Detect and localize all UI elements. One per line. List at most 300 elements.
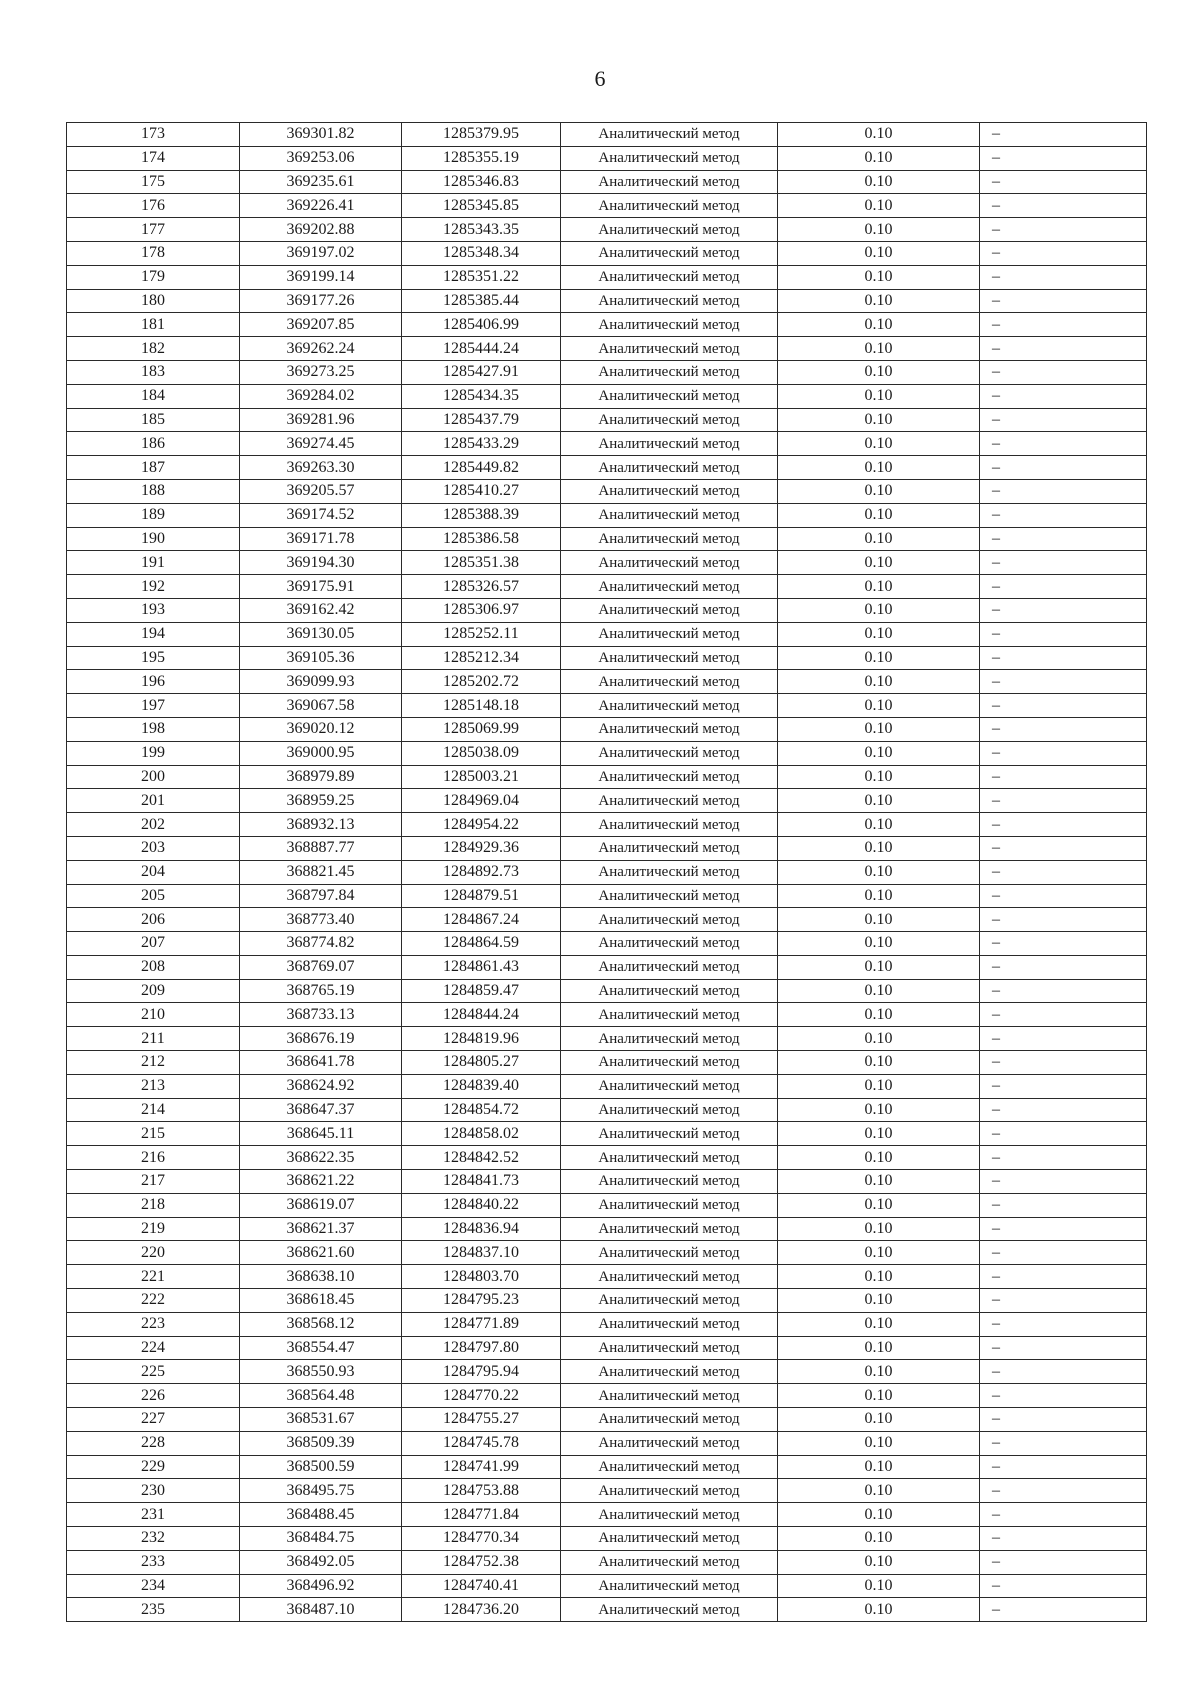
point-number-cell: 229	[67, 1455, 240, 1479]
accuracy-cell: 0.10	[778, 765, 980, 789]
y-coordinate-cell: 1284969.04	[402, 789, 561, 813]
point-number-cell: 210	[67, 1003, 240, 1027]
method-cell: Аналитический метод	[561, 432, 778, 456]
note-cell: –	[980, 1384, 1147, 1408]
y-coordinate-cell: 1285406.99	[402, 313, 561, 337]
point-number-cell: 204	[67, 860, 240, 884]
method-cell: Аналитический метод	[561, 1336, 778, 1360]
point-number-cell: 193	[67, 598, 240, 622]
x-coordinate-cell: 368645.11	[240, 1122, 402, 1146]
accuracy-cell: 0.10	[778, 313, 980, 337]
accuracy-cell: 0.10	[778, 360, 980, 384]
point-number-cell: 174	[67, 146, 240, 170]
accuracy-cell: 0.10	[778, 1122, 980, 1146]
accuracy-cell: 0.10	[778, 1170, 980, 1194]
note-cell: –	[980, 1574, 1147, 1598]
method-cell: Аналитический метод	[561, 1265, 778, 1289]
method-cell: Аналитический метод	[561, 527, 778, 551]
method-cell: Аналитический метод	[561, 1312, 778, 1336]
note-cell: –	[980, 1503, 1147, 1527]
x-coordinate-cell: 368621.60	[240, 1241, 402, 1265]
table-row	[67, 1527, 1147, 1551]
point-number-cell: 232	[67, 1527, 240, 1551]
x-coordinate-cell: 369262.24	[240, 337, 402, 361]
table-row	[67, 1384, 1147, 1408]
point-number-cell: 212	[67, 1051, 240, 1075]
note-cell: –	[980, 1408, 1147, 1432]
table-row	[67, 1146, 1147, 1170]
table-row	[67, 1122, 1147, 1146]
y-coordinate-cell: 1285434.35	[402, 384, 561, 408]
table-row	[67, 527, 1147, 551]
y-coordinate-cell: 1285346.83	[402, 170, 561, 194]
method-cell: Аналитический метод	[561, 384, 778, 408]
x-coordinate-cell: 369174.52	[240, 503, 402, 527]
point-number-cell: 226	[67, 1384, 240, 1408]
x-coordinate-cell: 368641.78	[240, 1051, 402, 1075]
y-coordinate-cell: 1284837.10	[402, 1241, 561, 1265]
table-row	[67, 1598, 1147, 1622]
note-cell: –	[980, 170, 1147, 194]
point-number-cell: 225	[67, 1360, 240, 1384]
x-coordinate-cell: 369020.12	[240, 717, 402, 741]
y-coordinate-cell: 1285252.11	[402, 622, 561, 646]
method-cell: Аналитический метод	[561, 1074, 778, 1098]
accuracy-cell: 0.10	[778, 123, 980, 147]
point-number-cell: 203	[67, 836, 240, 860]
method-cell: Аналитический метод	[561, 1527, 778, 1551]
note-cell: –	[980, 218, 1147, 242]
note-cell: –	[980, 932, 1147, 956]
point-number-cell: 176	[67, 194, 240, 218]
y-coordinate-cell: 1284797.80	[402, 1336, 561, 1360]
table-row	[67, 1408, 1147, 1432]
note-cell: –	[980, 1431, 1147, 1455]
method-cell: Аналитический метод	[561, 123, 778, 147]
y-coordinate-cell: 1285348.34	[402, 241, 561, 265]
method-cell: Аналитический метод	[561, 1170, 778, 1194]
note-cell: –	[980, 503, 1147, 527]
x-coordinate-cell: 368647.37	[240, 1098, 402, 1122]
table-row	[67, 1312, 1147, 1336]
method-cell: Аналитический метод	[561, 503, 778, 527]
method-cell: Аналитический метод	[561, 1003, 778, 1027]
table-row	[67, 717, 1147, 741]
x-coordinate-cell: 369301.82	[240, 123, 402, 147]
method-cell: Аналитический метод	[561, 289, 778, 313]
point-number-cell: 218	[67, 1193, 240, 1217]
method-cell: Аналитический метод	[561, 265, 778, 289]
note-cell: –	[980, 360, 1147, 384]
y-coordinate-cell: 1284755.27	[402, 1408, 561, 1432]
accuracy-cell: 0.10	[778, 1098, 980, 1122]
accuracy-cell: 0.10	[778, 170, 980, 194]
method-cell: Аналитический метод	[561, 1027, 778, 1051]
note-cell: –	[980, 1265, 1147, 1289]
note-cell: –	[980, 551, 1147, 575]
table-row	[67, 836, 1147, 860]
table-row	[67, 813, 1147, 837]
note-cell: –	[980, 241, 1147, 265]
table-row	[67, 1217, 1147, 1241]
table-row	[67, 1503, 1147, 1527]
y-coordinate-cell: 1285038.09	[402, 741, 561, 765]
x-coordinate-cell: 369177.26	[240, 289, 402, 313]
table-row	[67, 1051, 1147, 1075]
y-coordinate-cell: 1285449.82	[402, 456, 561, 480]
point-number-cell: 227	[67, 1408, 240, 1432]
method-cell: Аналитический метод	[561, 218, 778, 242]
y-coordinate-cell: 1285003.21	[402, 765, 561, 789]
accuracy-cell: 0.10	[778, 1336, 980, 1360]
y-coordinate-cell: 1285345.85	[402, 194, 561, 218]
x-coordinate-cell: 368484.75	[240, 1527, 402, 1551]
accuracy-cell: 0.10	[778, 1074, 980, 1098]
y-coordinate-cell: 1284795.94	[402, 1360, 561, 1384]
y-coordinate-cell: 1284861.43	[402, 955, 561, 979]
accuracy-cell: 0.10	[778, 479, 980, 503]
table-row	[67, 194, 1147, 218]
point-number-cell: 217	[67, 1170, 240, 1194]
note-cell: –	[980, 670, 1147, 694]
accuracy-cell: 0.10	[778, 694, 980, 718]
x-coordinate-cell: 368887.77	[240, 836, 402, 860]
note-cell: –	[980, 408, 1147, 432]
x-coordinate-cell: 369235.61	[240, 170, 402, 194]
x-coordinate-cell: 368619.07	[240, 1193, 402, 1217]
y-coordinate-cell: 1284892.73	[402, 860, 561, 884]
x-coordinate-cell: 369263.30	[240, 456, 402, 480]
y-coordinate-cell: 1285202.72	[402, 670, 561, 694]
y-coordinate-cell: 1284879.51	[402, 884, 561, 908]
method-cell: Аналитический метод	[561, 241, 778, 265]
accuracy-cell: 0.10	[778, 1574, 980, 1598]
note-cell: –	[980, 1336, 1147, 1360]
x-coordinate-cell: 369202.88	[240, 218, 402, 242]
table-row	[67, 908, 1147, 932]
point-number-cell: 175	[67, 170, 240, 194]
point-number-cell: 209	[67, 979, 240, 1003]
table-row	[67, 979, 1147, 1003]
table-row	[67, 1027, 1147, 1051]
x-coordinate-cell: 368774.82	[240, 932, 402, 956]
accuracy-cell: 0.10	[778, 289, 980, 313]
point-number-cell: 202	[67, 813, 240, 837]
y-coordinate-cell: 1285437.79	[402, 408, 561, 432]
accuracy-cell: 0.10	[778, 741, 980, 765]
x-coordinate-cell: 368495.75	[240, 1479, 402, 1503]
table-row	[67, 1455, 1147, 1479]
note-cell: –	[980, 598, 1147, 622]
table-row	[67, 289, 1147, 313]
x-coordinate-cell: 368492.05	[240, 1550, 402, 1574]
accuracy-cell: 0.10	[778, 1431, 980, 1455]
x-coordinate-cell: 369175.91	[240, 575, 402, 599]
note-cell: –	[980, 265, 1147, 289]
table-row	[67, 1265, 1147, 1289]
point-number-cell: 233	[67, 1550, 240, 1574]
x-coordinate-cell: 368488.45	[240, 1503, 402, 1527]
note-cell: –	[980, 1550, 1147, 1574]
accuracy-cell: 0.10	[778, 1312, 980, 1336]
accuracy-cell: 0.10	[778, 527, 980, 551]
table-row	[67, 241, 1147, 265]
point-number-cell: 195	[67, 646, 240, 670]
note-cell: –	[980, 289, 1147, 313]
note-cell: –	[980, 1598, 1147, 1622]
point-number-cell: 190	[67, 527, 240, 551]
accuracy-cell: 0.10	[778, 575, 980, 599]
x-coordinate-cell: 369199.14	[240, 265, 402, 289]
y-coordinate-cell: 1284770.34	[402, 1527, 561, 1551]
accuracy-cell: 0.10	[778, 265, 980, 289]
table-row	[67, 1074, 1147, 1098]
x-coordinate-cell: 369067.58	[240, 694, 402, 718]
note-cell: –	[980, 123, 1147, 147]
y-coordinate-cell: 1285388.39	[402, 503, 561, 527]
accuracy-cell: 0.10	[778, 955, 980, 979]
x-coordinate-cell: 368733.13	[240, 1003, 402, 1027]
x-coordinate-cell: 369281.96	[240, 408, 402, 432]
accuracy-cell: 0.10	[778, 1408, 980, 1432]
point-number-cell: 221	[67, 1265, 240, 1289]
x-coordinate-cell: 369099.93	[240, 670, 402, 694]
accuracy-cell: 0.10	[778, 1027, 980, 1051]
point-number-cell: 206	[67, 908, 240, 932]
y-coordinate-cell: 1284954.22	[402, 813, 561, 837]
y-coordinate-cell: 1284795.23	[402, 1289, 561, 1313]
method-cell: Аналитический метод	[561, 1122, 778, 1146]
x-coordinate-cell: 368769.07	[240, 955, 402, 979]
note-cell: –	[980, 860, 1147, 884]
accuracy-cell: 0.10	[778, 218, 980, 242]
point-number-cell: 179	[67, 265, 240, 289]
y-coordinate-cell: 1284842.52	[402, 1146, 561, 1170]
note-cell: –	[980, 694, 1147, 718]
accuracy-cell: 0.10	[778, 836, 980, 860]
point-number-cell: 215	[67, 1122, 240, 1146]
method-cell: Аналитический метод	[561, 836, 778, 860]
y-coordinate-cell: 1284867.24	[402, 908, 561, 932]
point-number-cell: 228	[67, 1431, 240, 1455]
table-row	[67, 1193, 1147, 1217]
table-row	[67, 313, 1147, 337]
method-cell: Аналитический метод	[561, 479, 778, 503]
x-coordinate-cell: 368621.22	[240, 1170, 402, 1194]
accuracy-cell: 0.10	[778, 1146, 980, 1170]
table-row	[67, 551, 1147, 575]
y-coordinate-cell: 1285343.35	[402, 218, 561, 242]
method-cell: Аналитический метод	[561, 646, 778, 670]
accuracy-cell: 0.10	[778, 1289, 980, 1313]
table-row	[67, 218, 1147, 242]
x-coordinate-cell: 368487.10	[240, 1598, 402, 1622]
method-cell: Аналитический метод	[561, 979, 778, 1003]
table-row	[67, 955, 1147, 979]
method-cell: Аналитический метод	[561, 408, 778, 432]
y-coordinate-cell: 1284844.24	[402, 1003, 561, 1027]
x-coordinate-cell: 368621.37	[240, 1217, 402, 1241]
table-row	[67, 622, 1147, 646]
y-coordinate-cell: 1284929.36	[402, 836, 561, 860]
method-cell: Аналитический метод	[561, 313, 778, 337]
note-cell: –	[980, 527, 1147, 551]
point-number-cell: 192	[67, 575, 240, 599]
accuracy-cell: 0.10	[778, 1527, 980, 1551]
y-coordinate-cell: 1284736.20	[402, 1598, 561, 1622]
table-row	[67, 170, 1147, 194]
method-cell: Аналитический метод	[561, 598, 778, 622]
note-cell: –	[980, 1003, 1147, 1027]
point-number-cell: 186	[67, 432, 240, 456]
point-number-cell: 220	[67, 1241, 240, 1265]
y-coordinate-cell: 1284840.22	[402, 1193, 561, 1217]
table-row	[67, 575, 1147, 599]
point-number-cell: 187	[67, 456, 240, 480]
note-cell: –	[980, 1455, 1147, 1479]
point-number-cell: 211	[67, 1027, 240, 1051]
x-coordinate-cell: 369205.57	[240, 479, 402, 503]
note-cell: –	[980, 1479, 1147, 1503]
note-cell: –	[980, 1146, 1147, 1170]
note-cell: –	[980, 622, 1147, 646]
x-coordinate-cell: 368624.92	[240, 1074, 402, 1098]
accuracy-cell: 0.10	[778, 860, 980, 884]
y-coordinate-cell: 1284741.99	[402, 1455, 561, 1479]
point-number-cell: 216	[67, 1146, 240, 1170]
point-number-cell: 188	[67, 479, 240, 503]
method-cell: Аналитический метод	[561, 1360, 778, 1384]
note-cell: –	[980, 1098, 1147, 1122]
y-coordinate-cell: 1285355.19	[402, 146, 561, 170]
x-coordinate-cell: 368821.45	[240, 860, 402, 884]
note-cell: –	[980, 1027, 1147, 1051]
point-number-cell: 182	[67, 337, 240, 361]
note-cell: –	[980, 384, 1147, 408]
table-row	[67, 1098, 1147, 1122]
table-body	[67, 123, 1147, 1622]
method-cell: Аналитический метод	[561, 1550, 778, 1574]
x-coordinate-cell: 368765.19	[240, 979, 402, 1003]
note-cell: –	[980, 1312, 1147, 1336]
y-coordinate-cell: 1285379.95	[402, 123, 561, 147]
table-row	[67, 1360, 1147, 1384]
accuracy-cell: 0.10	[778, 503, 980, 527]
point-number-cell: 180	[67, 289, 240, 313]
accuracy-cell: 0.10	[778, 1051, 980, 1075]
x-coordinate-cell: 368554.47	[240, 1336, 402, 1360]
y-coordinate-cell: 1285427.91	[402, 360, 561, 384]
point-number-cell: 208	[67, 955, 240, 979]
method-cell: Аналитический метод	[561, 551, 778, 575]
accuracy-cell: 0.10	[778, 979, 980, 1003]
y-coordinate-cell: 1285326.57	[402, 575, 561, 599]
table-row	[67, 765, 1147, 789]
note-cell: –	[980, 741, 1147, 765]
x-coordinate-cell: 368979.89	[240, 765, 402, 789]
x-coordinate-cell: 368638.10	[240, 1265, 402, 1289]
accuracy-cell: 0.10	[778, 1360, 980, 1384]
y-coordinate-cell: 1284771.84	[402, 1503, 561, 1527]
point-number-cell: 219	[67, 1217, 240, 1241]
method-cell: Аналитический метод	[561, 1384, 778, 1408]
method-cell: Аналитический метод	[561, 1431, 778, 1455]
note-cell: –	[980, 1527, 1147, 1551]
method-cell: Аналитический метод	[561, 932, 778, 956]
accuracy-cell: 0.10	[778, 408, 980, 432]
point-number-cell: 173	[67, 123, 240, 147]
x-coordinate-cell: 369274.45	[240, 432, 402, 456]
point-number-cell: 205	[67, 884, 240, 908]
table-row	[67, 1241, 1147, 1265]
x-coordinate-cell: 368773.40	[240, 908, 402, 932]
note-cell: –	[980, 1217, 1147, 1241]
y-coordinate-cell: 1284841.73	[402, 1170, 561, 1194]
point-number-cell: 200	[67, 765, 240, 789]
accuracy-cell: 0.10	[778, 384, 980, 408]
x-coordinate-cell: 369273.25	[240, 360, 402, 384]
method-cell: Аналитический метод	[561, 1051, 778, 1075]
y-coordinate-cell: 1285386.58	[402, 527, 561, 551]
table-row	[67, 741, 1147, 765]
accuracy-cell: 0.10	[778, 194, 980, 218]
x-coordinate-cell: 368618.45	[240, 1289, 402, 1313]
x-coordinate-cell: 369197.02	[240, 241, 402, 265]
method-cell: Аналитический метод	[561, 1098, 778, 1122]
table-row	[67, 432, 1147, 456]
point-number-cell: 224	[67, 1336, 240, 1360]
point-number-cell: 222	[67, 1289, 240, 1313]
table-row	[67, 265, 1147, 289]
y-coordinate-cell: 1284858.02	[402, 1122, 561, 1146]
table-row	[67, 694, 1147, 718]
coordinates-table	[66, 122, 1147, 1622]
note-cell: –	[980, 646, 1147, 670]
method-cell: Аналитический метод	[561, 1217, 778, 1241]
note-cell: –	[980, 1170, 1147, 1194]
accuracy-cell: 0.10	[778, 1598, 980, 1622]
point-number-cell: 197	[67, 694, 240, 718]
accuracy-cell: 0.10	[778, 622, 980, 646]
table-row	[67, 1289, 1147, 1313]
note-cell: –	[980, 1289, 1147, 1313]
method-cell: Аналитический метод	[561, 1289, 778, 1313]
y-coordinate-cell: 1284864.59	[402, 932, 561, 956]
x-coordinate-cell: 369171.78	[240, 527, 402, 551]
note-cell: –	[980, 908, 1147, 932]
method-cell: Аналитический метод	[561, 622, 778, 646]
point-number-cell: 198	[67, 717, 240, 741]
point-number-cell: 191	[67, 551, 240, 575]
y-coordinate-cell: 1285148.18	[402, 694, 561, 718]
x-coordinate-cell: 368509.39	[240, 1431, 402, 1455]
accuracy-cell: 0.10	[778, 1217, 980, 1241]
method-cell: Аналитический метод	[561, 194, 778, 218]
accuracy-cell: 0.10	[778, 551, 980, 575]
point-number-cell: 189	[67, 503, 240, 527]
x-coordinate-cell: 369226.41	[240, 194, 402, 218]
table-row	[67, 1431, 1147, 1455]
point-number-cell: 207	[67, 932, 240, 956]
note-cell: –	[980, 1122, 1147, 1146]
y-coordinate-cell: 1284803.70	[402, 1265, 561, 1289]
x-coordinate-cell: 369000.95	[240, 741, 402, 765]
accuracy-cell: 0.10	[778, 1265, 980, 1289]
method-cell: Аналитический метод	[561, 1241, 778, 1265]
method-cell: Аналитический метод	[561, 908, 778, 932]
table-row	[67, 1170, 1147, 1194]
note-cell: –	[980, 479, 1147, 503]
